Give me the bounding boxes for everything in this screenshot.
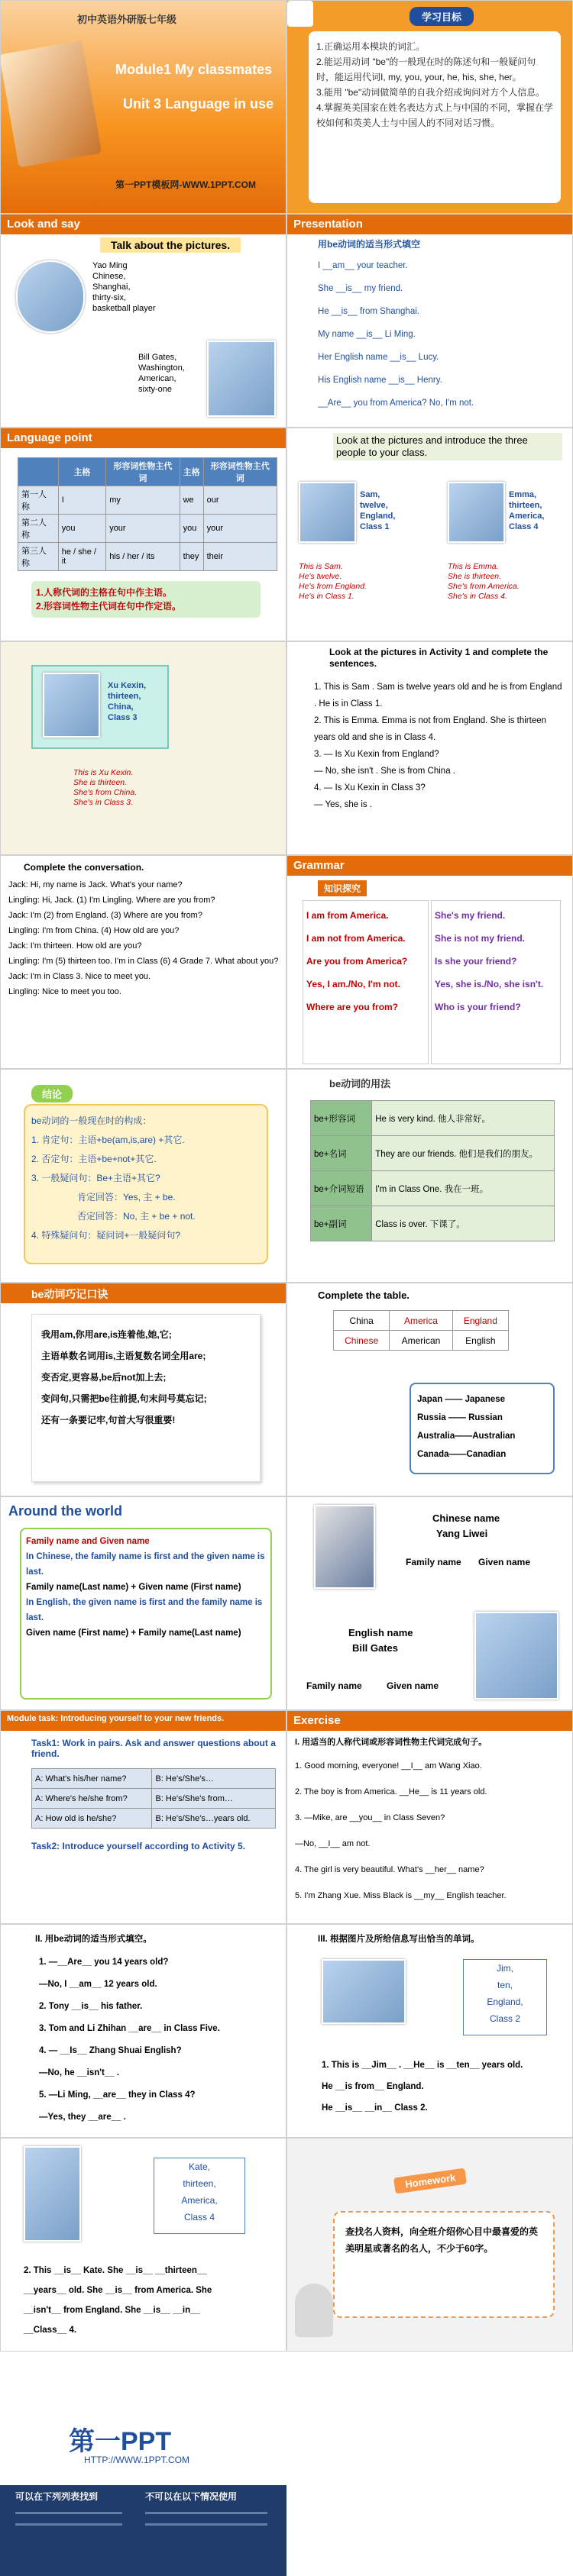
slide-11[interactable] [0,1069,286,1283]
slide3-header: Look and say [1,215,286,234]
goal-item: 3.能用 "be"动词做简单的自我介绍或询问对方个人信息。 [316,87,545,98]
sam-photo [299,482,356,543]
footer-url[interactable]: HTTP://WWW.1PPT.COM [84,2455,189,2465]
slide-22[interactable] [286,2138,573,2352]
en-given: Given name [387,1680,439,1691]
yao-ming-photo [16,260,85,333]
jim-card: Jim, ten, England, Class 2 [463,1959,547,2035]
slide18-header: Exercise [287,1711,572,1731]
sam-card: Sam, twelve, England, Class 1 [360,490,396,531]
goal-item: 2.能运用动词 "be"的一般现在时的陈述句和一般疑问句时，能运用代词I, my, you, your, he, his, she, her。 [316,56,536,82]
footer-rule-2 [15,2523,122,2526]
slide2-clip-icon [287,1,313,27]
exercise-list: 1. Good morning, everyone! __I__ am Wang Xiao. 2. The boy is from America. __He__ is 11 years old. 3. —Mike, are __you__ in Class Seven? —No, __I__ am not. 4. The girl is very beautiful. What's __her__ name? 5. I'm Zhang Xue. Miss Black is __my__ English teacher. [295,1761,507,1900]
tips-box: 1.人称代词的主格在句中作主语。 2.形容词性物主代词在句中作定语。 [31,581,261,618]
homework-card: 查找名人资料，向全班介绍你心目中最喜爱的英美明星或著名的名人，不少于60字。 [333,2211,555,2318]
complete-list: 1. This is Sam . Sam is twelve years old and he is from England . He is in Class 1. 2. This is Emma. Emma is not from England. She is thirteen years old and she is in Class 4. 3. — Is Xu Kexin from England? — No, she isn't . She is from China . 4. — Is Xu Kexin in Class 3? — Yes, she is . [314,683,562,809]
pronoun-table: 主格 形容词性物主代词 主格 形容词性物主代词 第一人称 I my we our 第二人称 you your you your 第三人称 he / she / it his / her / its they their [18,457,277,571]
footer-rule-4 [145,2523,267,2526]
emma-card: Emma, thirteen, America, Class 4 [509,490,545,531]
slide13-title: be动词巧记口诀 [1,1283,286,1303]
sam-note: This is Sam. He's twelve. He's from England. He's in Class 1. [299,562,367,601]
slide-21[interactable] [0,2138,286,2352]
slide2-badge: 学习目标 [410,7,474,26]
cn-title: Chinese name [432,1512,500,1524]
xu-kexin-photo [43,673,100,738]
grammar-right: She's my friend. She is not my friend. Is she your friend? Yes, she is./No, she isn't. Who is your friend? [431,900,561,1064]
slide5-header: Language point [1,428,286,448]
task-table: A: What's his/her name? B: He's/She's… A: Where's he/she from? B: He's/She's from… A: How old is he/she? B: He's/She's…years old. [31,1768,276,1829]
cn-family: Family name [406,1557,461,1567]
fill-line: Her English name __is__ Lucy. [318,353,439,362]
footer-rule-3 [145,2512,267,2514]
slide3-banner: Talk about the pictures. [100,237,241,253]
slide19-sub: II. 用be动词的适当形式填空。 [35,1935,152,1944]
conversation: Jack: Hi, my name is Jack. What's your name? Lingling: Hi, Jack. (1) I'm Lingling. Where are you from? Jack: I'm (2) from England. (3) Where are you from? Lingling: I'm from China. (4) How old are you? Jack: I'm thirteen. How old are you? Lingling: I'm (5) thirteen too. I'm in Class (6) 4 Grade 7. What about you? Jack: I'm in Class 3. Nice to meet you. Lingling: Nice to meet you too. [8,880,279,996]
rhyme-box: 我用am,你用are,is连着他,她,它; 主语单数名词用is,主语复数名词全用are; 变否定,更容易,be后not加上去; 变问句,只需把be往前提,句末问号莫忘记; 还有一条要记牢,句首大写很重要! [31,1314,261,1482]
slide11-tag: 结论 [31,1085,73,1102]
slide-19[interactable] [0,1924,286,2138]
footer-col1: 可以在下列列表找到 [15,2491,99,2502]
xu-card: Xu Kexin, thirteen, China, Class 3 [108,681,147,722]
cn-given: Given name [478,1557,531,1567]
fill-line: She __is__ my friend. [318,284,403,293]
fill-line: I __am__ your teacher. [318,261,408,270]
slide4-sub: 用be动词的适当形式填空 [318,239,421,250]
fill-list [318,254,474,415]
footer-logo: 第一PPT [69,2427,172,2456]
slide-1[interactable] [0,0,286,214]
slide17-header: Module task: Introducing yourself to your new friends. [1,1711,286,1731]
slide4-header: Presentation [287,215,572,234]
goal-item: 1.正确运用本模块的词汇。 [316,41,426,52]
slide-8[interactable] [286,641,573,855]
slide8-title: Look at the pictures in Activity 1 and complete the sentences. [329,647,549,669]
slide12-title: be动词的用法 [329,1078,391,1089]
slide10-header: Grammar [287,856,572,876]
bill-gates-photo [207,341,276,417]
teacher-icon [295,2284,333,2337]
jim-photo [322,1959,406,2024]
slide1-title1: Module1 My classmates [115,62,273,77]
slide-18[interactable] [286,1710,573,1924]
slide20-sub: III. 根据图片及所给信息写出恰当的单词。 [318,1935,480,1944]
slide-12[interactable] [286,1069,573,1283]
slide-14[interactable] [286,1283,573,1496]
footer-col2: 不可以在以下情况使用 [145,2491,238,2502]
slide-3[interactable] [0,214,286,428]
slide-17[interactable] [0,1710,286,1924]
footer-rule-1 [15,2512,122,2514]
en-name: Bill Gates [352,1642,398,1654]
fill-line: His English name __is__ Henry. [318,376,442,385]
slide-16[interactable] [286,1496,573,1710]
slide-2[interactable] [286,0,573,214]
footer-banner [0,2405,573,2576]
fill-line: He __is__ from Shanghai. [318,307,419,316]
grammar-left: I am from America. I am not from America. Are you from America? Yes, I am./No, I'm not. Where are you from? [303,900,429,1064]
slide-10[interactable] [286,855,573,1069]
slide22-header: Homework [393,2168,467,2194]
be-fill-list: 1. —__Are__ you 14 years old? —No, I __am__ 12 years old. 2. Tony __is__ his father. 3. Tom and Li Zhihan __are__ in Class Five. 4. — __Is__ Zhang Shuai English? —No, he __isn't__ . 5. —Li Ming, __are__ they in Class 4? —Yes, they __are__ . [39,1958,220,2122]
footer-panel [0,2485,286,2576]
kate-fill: 2. This __is__ Kate. She __is__ __thirteen__ __years__ old. She __is__ from America. She __isn't__ from England. She __is__ __in__ __Class__ 4. [24,2266,212,2335]
xu-note: This is Xu Kexin. She is thirteen. She's from China. She's in Class 3. [73,768,138,807]
slide-13[interactable] [0,1283,286,1496]
goal-item: 4.掌握英美国家在姓名表达方式上与中国的不同，掌握在学校如何和英美人士与中国人的不同对话习惯。 [316,102,554,128]
gates-photo [474,1612,558,1700]
slide-20[interactable] [286,1924,573,2138]
nationality-table: China America England Chinese American English [333,1310,509,1351]
yao-ming-info: Yao Ming Chinese, Shanghai, thirty-six, basketball player [92,261,156,313]
slide-6[interactable] [286,428,573,641]
conclusion-box: be动词的一般现在时的构成： 1. 肯定句：主语+be(am,is,are) +其它. 2. 否定句：主语+be+not+其它. 3. 一般疑问句：Be+主语+其它? 肯定回答：Yes, 主 + be. 否定回答：No, 主 + be + not. 4. 特殊疑问句：疑问词+一般疑问句? [24,1104,268,1264]
emma-photo [448,482,505,543]
cn-name: Yang Liwei [436,1528,488,1539]
astronaut-photo [314,1505,375,1589]
slide1-title2: Unit 3 Language in use [123,96,274,111]
slide9-title: Complete the conversation. [24,862,144,873]
be-usage-table: be+形容词 He is very kind. 他人非常好。 be+名词 They are our friends. 他们是我们的朋友。 be+介词短语 I'm in Class One. 我在一班。 be+副词 Class is over. 下课了。 [310,1100,555,1241]
bill-gates-info: Bill Gates, Washington, American, sixty-one [138,353,185,394]
slide15-banner: Around the world [8,1503,122,1519]
slide1-site: 第一PPT模板网-WWW.1PPT.COM [115,179,256,190]
books-image [0,40,102,168]
slide-7[interactable] [0,641,286,855]
kate-card: Kate, thirteen, America, Class 4 [154,2158,245,2234]
pairs-box: Japan —— Japanese Russia —— Russian Australia——Australian Canada——Canadian [410,1383,555,1474]
slide18-sub: I. 用适当的人称代词或形容词性物主代词完成句子。 [295,1738,487,1747]
names-box: Family name and Given name In Chinese, the family name is first and the given name is last. Family name(Last name) + Given name (First name) In English, the given name is first and the family name is last. Given name (First name) + Family name(Last name) [20,1528,272,1700]
en-title: English name [348,1627,413,1638]
jim-fill: 1. This is __Jim__ . __He__ is __ten__ years old. He __is from__ England. He __is__ __in__ Class 2. [322,2061,523,2113]
slide6-title: Look at the pictures and introduce the three people to your class. [333,433,562,460]
task1: Task1: Work in pairs. Ask and answer questions about a friend. [31,1738,276,1759]
slide-15[interactable] [0,1496,286,1710]
slide-5[interactable] [0,428,286,641]
fill-line: __Are__ you from America? No, I'm not. [318,399,474,408]
kate-photo [24,2146,81,2242]
fill-line: My name __is__ Li Ming. [318,330,416,339]
task2: Task2: Introduce yourself according to Activity 5. [31,1841,246,1851]
slide2-panel [309,31,561,203]
slide1-top: 初中英语外研版七年级 [77,14,177,25]
slide-4[interactable] [286,214,573,428]
slide10-tag: 知识探究 [318,880,367,896]
en-family: Family name [306,1680,362,1691]
slide14-title: Complete the table. [318,1290,410,1301]
slide-9[interactable] [0,855,286,1069]
emma-note: This is Emma. She is thirteen. She's from America. She's in Class 4. [448,562,520,601]
